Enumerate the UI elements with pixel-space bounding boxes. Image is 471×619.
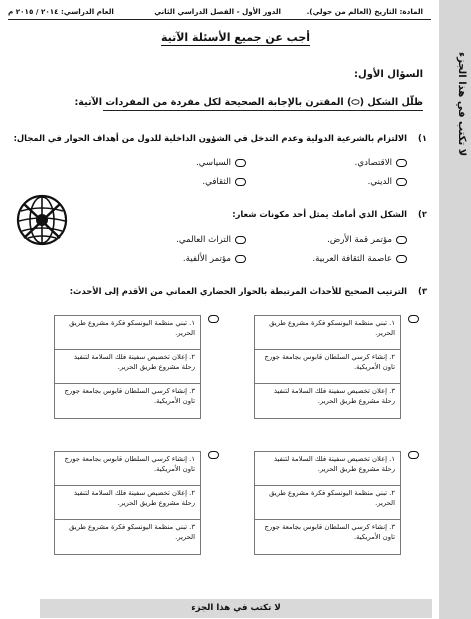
q3-option-4-step-1: ١. إنشاء كرسي السلطان قابوس بجامعة جورج تاون الأمريكية. [55,452,200,486]
q1-option-2-label: السياسي. [196,158,231,168]
q1-option-4[interactable] [202,177,246,187]
q3-option-1[interactable] [254,315,401,419]
radio-oval-icon[interactable] [235,255,246,263]
q3-text: الترتيب الصحيح للأحداث المرتبطة بالحوار الحضاري العماني من الأقدم إلى الأحدث: [69,286,407,296]
header-year: العام الدراسي: ٢٠١٤ / ٢٠١٥ م [8,7,114,16]
q2-option-4-label: مؤتمر الألفية. [182,254,231,264]
q3-option-4-step-3: ٣. تبني منظمة اليونسكو فكرة مشروع طريق الحرير. [69,523,195,541]
side-note: لا تكتب في هذا الجزء [456,51,467,157]
q3-option-3[interactable] [254,451,401,555]
q1-option-1-label: الاقتصادي. [354,158,392,168]
q3-option-1-step-1: ١. تبني منظمة اليونسكو فكرة مشروع طريق الحرير. [255,316,400,350]
main-title [40,31,431,44]
q2-option-2-label: التراث العالمي. [176,235,231,245]
q2-option-1-label: مؤتمر قمة الأرض. [327,235,392,245]
radio-oval-icon[interactable] [235,178,246,186]
q2-option-2[interactable] [176,235,246,245]
q3-option-4[interactable] [54,451,201,555]
q2-option-3[interactable] [312,254,407,264]
q3-option-4-radio[interactable] [208,451,219,459]
q1-text: الالتزام بالشرعية الدولية وعدم التدخل في الشؤون الداخلية للدول من أهداف الحوار في المجال: [13,133,407,143]
q2-option-3-label: عاصمة الثقافة العربية. [312,254,392,264]
q2-number: ٢) [418,209,427,219]
radio-oval-icon[interactable] [396,255,407,263]
section-title: السؤال الأول: [354,69,423,80]
q3-option-3-step-3: ٣. إنشاء كرسي السلطان قابوس بجامعة جورج تاون الأمريكية. [264,523,395,541]
q3-option-3-step-2: ٢. تبني منظمة اليونسكو فكرة مشروع طريق الحرير. [255,486,400,520]
q1-option-2[interactable] [196,158,246,168]
radio-oval-icon[interactable] [235,159,246,167]
q3-option-2-step-1: ١. تبني منظمة اليونسكو فكرة مشروع طريق الحرير. [55,316,200,350]
radio-oval-icon[interactable] [396,236,407,244]
section-instruction: ظلّل الشكل (⬭) المقترن بالإجابة الصحيحة لكل مفردة من المفردات الآتية: [74,97,423,108]
q1-option-4-label: الثقافي. [202,177,231,187]
q2-option-4[interactable] [183,254,246,264]
q3-option-2[interactable] [54,315,201,419]
q3-option-2-radio[interactable] [208,315,219,323]
header-subject: المادة: التاريخ (العالم من حولي). [306,7,423,16]
radio-oval-icon[interactable] [396,159,407,167]
q3-option-2-step-3: ٣. إنشاء كرسي السلطان قابوس بجامعة جورج تاون الأمريكية. [64,387,195,405]
radio-oval-icon[interactable] [235,236,246,244]
side-strip [439,0,471,619]
globe-world-heritage-logo-icon [16,194,68,246]
header-divider [8,19,431,20]
q3-option-1-radio[interactable] [408,315,419,323]
q1-option-1[interactable] [355,158,407,168]
q3-number: ٣) [418,286,427,296]
q3-option-1-step-2: ٢. إنشاء كرسي السلطان قابوس بجامعة جورج تاون الأمريكية. [255,350,400,384]
header-term: الدور الأول - الفصل الدراسي الثاني [154,7,281,16]
q2-text: الشكل الذي أمامك يمثل أحد مكونات شعار: [232,209,407,219]
main-title-text: أجب عن جميع الأسئلة الآتية [160,31,311,44]
q3-option-3-step-1: ١. إعلان تخصيص سفينة فلك السلامة لتنفيذ رحلة مشروع طريق الحرير. [255,452,400,486]
q1-option-3[interactable] [368,177,407,187]
radio-oval-icon[interactable] [396,178,407,186]
q3-option-4-step-2: ٢. إعلان تخصيص سفينة فلك السلامة لتنفيذ رحلة مشروع طريق الحرير. [55,486,200,520]
q1-number: ١) [418,133,427,143]
q3-option-2-step-2: ٢. إعلان تخصيص سفينة فلك السلامة لتنفيذ رحلة مشروع طريق الحرير. [55,350,200,384]
footer-note: لا تكتب في هذا الجزء [40,599,432,618]
q2-option-1[interactable] [327,235,407,245]
q1-option-3-label: الديني. [367,177,392,187]
instruction-underline [103,110,423,111]
q3-option-1-step-3: ٣. إعلان تخصيص سفينة فلك السلامة لتنفيذ رحلة مشروع طريق الحرير. [273,387,395,405]
q3-option-3-radio[interactable] [408,451,419,459]
